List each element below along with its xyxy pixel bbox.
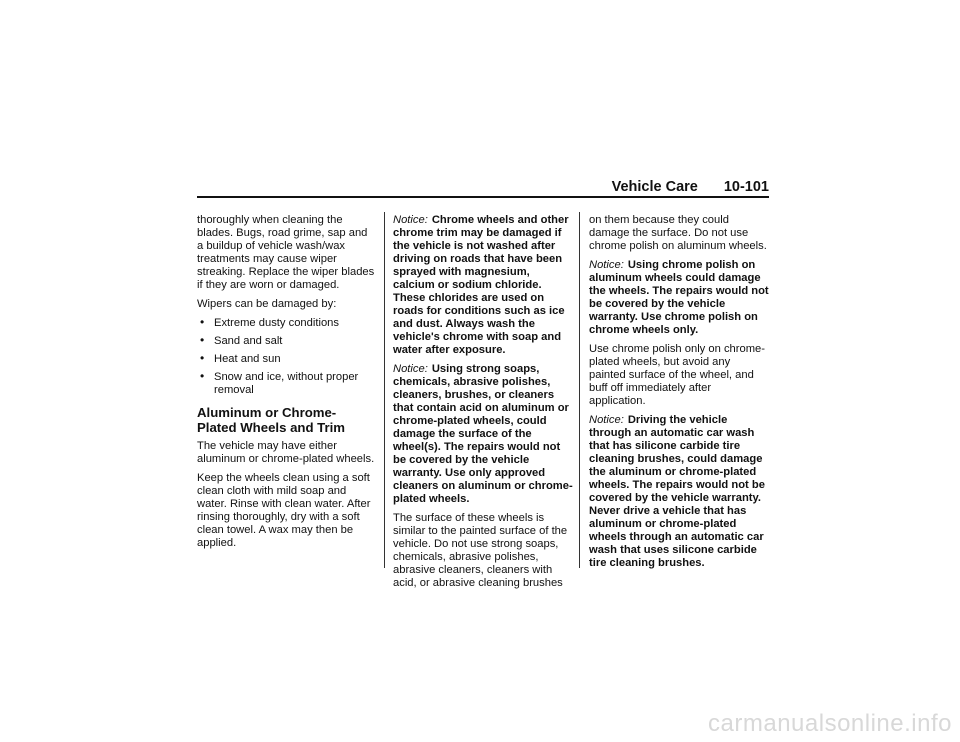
bullet-icon: • — [200, 315, 205, 329]
header-rule — [197, 196, 769, 198]
bullet-icon: • — [200, 351, 205, 365]
notice-strong-soaps — [393, 363, 573, 506]
page-number: 10-101 — [723, 179, 769, 195]
list-item: • Sand and salt — [200, 333, 283, 347]
notice-label: Notice: — [393, 363, 428, 375]
notice-text: Chrome wheels and other chrome trim may be damaged if the vehicle is not washed after driving on roads that have been sprayed with magnesium, calcium or sodium chloride. These chlorides are used on roads for conditions such as ice and dust. Always wash the vehicle's chrome with soap and water after exposure. — [393, 214, 569, 356]
paragraph-chrome-polish-use: Use chrome polish only on chrome-plated wheels, but avoid any painted surface of the wheel, and buff off immediately after application. — [589, 343, 765, 407]
column-divider — [384, 212, 385, 568]
notice-label: Notice: — [393, 214, 428, 226]
notice-text: Using chrome polish on aluminum wheels could damage the wheels. The repairs would not be covered by the vehicle warranty. Use chrome polish on chrome wheels only. — [589, 259, 769, 336]
paragraph-wiper-cleaning: thoroughly when cleaning the blades. Bugs, road grime, sap and a buildup of vehicle wash/wax treatments may cause wiper streaking. Replace the wiper blades if they are worn or damaged. — [197, 214, 375, 291]
notice-label: Notice: — [589, 259, 624, 271]
column-2 — [393, 214, 573, 596]
notice-text: Using strong soaps, chemicals, abrasive polishes, cleaners, brushes, or cleaners that contain acid on aluminum or chrome-plated wheels, could damage the surface of the wheel(s). The repairs would not be covered by the vehicle warranty. Use only approved cleaners on aluminum or chrome-plated wheels. — [393, 363, 573, 505]
column-divider — [579, 212, 580, 568]
notice-chrome-trim — [393, 214, 573, 357]
paragraph-wheel-surface: The surface of these wheels is similar to the painted surface of the vehicle. Do not use strong soaps, chemicals, abrasive polishes, abrasive cleaners, cleaners with acid, or abrasive cleaning brushes — [393, 512, 568, 589]
column-3 — [589, 214, 769, 576]
paragraph-wheel-types: The vehicle may have either aluminum or chrome-plated wheels. — [197, 440, 375, 465]
paragraph-chrome-polish-aluminum: on them because they could damage the surface. Do not use chrome polish on aluminum wheels. — [589, 214, 767, 252]
notice-label: Notice: — [589, 414, 624, 426]
section-title: Vehicle Care — [611, 179, 698, 195]
notice-car-wash — [589, 414, 769, 570]
list-item: • Snow and ice, without proper removal — [200, 369, 359, 396]
bullet-icon: • — [200, 333, 205, 347]
wiper-damage-list — [197, 317, 375, 397]
paragraph-wiper-damage-intro: Wipers can be damaged by: — [197, 298, 337, 310]
list-item: • Heat and sun — [200, 351, 281, 365]
list-item: • Extreme dusty conditions — [200, 315, 339, 329]
section-heading: Aluminum or Chrome-Plated Wheels and Trim — [197, 405, 346, 435]
notice-chrome-polish — [589, 259, 769, 337]
paragraph-wheel-cleaning: Keep the wheels clean using a soft clean cloth with mild soap and water. Rinse with clean water. After rinsing thoroughly, dry with a soft clean towel. A wax may then be applied. — [197, 472, 371, 549]
page-header — [197, 177, 769, 197]
bullet-icon: • — [200, 369, 205, 383]
column-1 — [197, 214, 375, 556]
watermark: carmanualsonline.info — [708, 710, 952, 737]
notice-text: Driving the vehicle through an automatic car wash that has silicone carbide tire cleaning brushes, could damage the aluminum or chrome-plated wheels. The repairs would not be covered by the vehicle warranty. Never drive a vehicle that has aluminum or chrome-plated wheels through an automatic car wash that uses silicone carbide tire cleaning brushes. — [589, 414, 765, 569]
